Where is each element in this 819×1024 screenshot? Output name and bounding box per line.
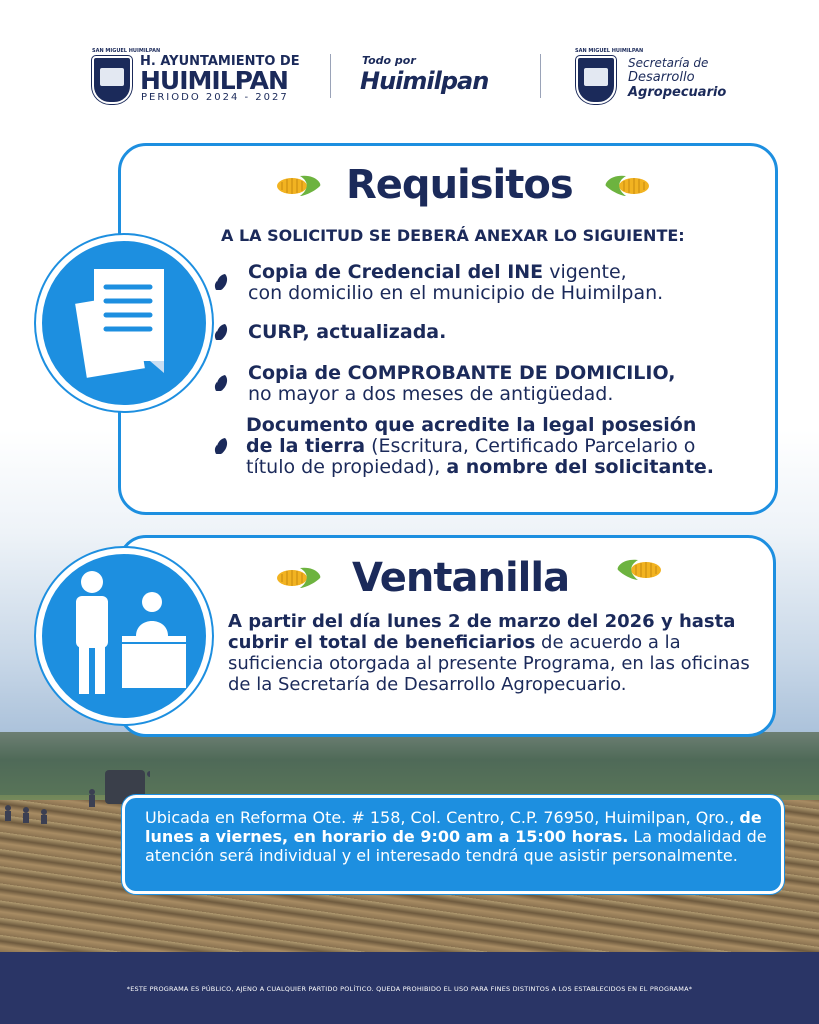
ayuntamiento-name: HUIMILPAN [140,66,288,95]
footer-disclaimer: *ESTE PROGRAMA ES PÚBLICO, AJENO A CUALQUIER PARTIDO POLÍTICO. QUEDA PROHIBIDO EL USO PARA FINES DISTINTOS A LOS ESTABLECIDOS EN EL PROGRAMA* [126,985,693,993]
shield-caption: SAN MIGUEL HUIMILPAN [575,48,644,54]
ayuntamiento-period: PERIODO 2024 - 2027 [141,92,289,103]
ventanilla-text: A partir del día lunes 2 de marzo del 2026 y hasta cubrir el total de beneficiarios de acuerdo a la suficiencia otorgada al presente Programa, en las oficinas de la Secretaría de Desarrollo Agropecuario. [228,611,750,695]
shield-caption: SAN MIGUEL HUIMILPAN [92,48,161,54]
secretaria-line3: Agropecuario [628,85,727,100]
requisito-item: Copia de Credencial del INE vigente, con domicilio en el municipio de Huimilpan. [248,261,664,304]
requisito-item: Documento que acredite la legal posesión de la tierra (Escritura, Certificado Parcelario o título de propiedad), a nombre del solicitante. [246,414,715,478]
office-desk-icon [42,554,206,718]
requisitos-subtitle: A LA SOLICITUD SE DEBERÁ ANEXAR LO SIGUIENTE: [221,226,685,245]
header [0,40,819,110]
ubicacion-text: Ubicada en Reforma Ote. # 158, Col. Centro, C.P. 76950, Huimilpan, Qro., de lunes a viernes, en horario de 9:00 am a 15:00 horas. La modalidad de atención será individual y el interesado tendrá que asistir personalmente. [145,808,767,865]
secretaria-line1: Secretaría de [628,56,709,70]
ubicacion-box [122,795,784,894]
office-icon-circle [36,548,212,724]
corn-icon [614,556,664,584]
shield-icon [92,56,132,104]
shield-icon [576,56,616,104]
ayuntamiento-title: H. AYUNTAMIENTO DE [140,54,300,69]
ventanilla-title: Ventanilla [352,555,570,601]
requisito-item: Copia de COMPROBANTE DE DOMICILIO, no mayor a dos meses de antigüedad. [248,362,676,405]
requisito-item: CURP, actualizada. [248,321,447,343]
bullet-corn-icon [213,436,231,456]
corn-icon [274,172,324,200]
bullet-corn-icon [213,322,231,342]
footer [0,952,819,1024]
documents-icon [42,241,206,405]
header-divider [540,54,541,98]
bullet-corn-icon [213,272,231,292]
header-divider [330,54,331,98]
bullet-corn-icon [213,373,231,393]
secretaria-line2: Desarrollo [628,70,695,85]
slogan-top: Todo por [362,54,416,67]
documents-icon-circle [36,235,212,411]
requisitos-title: Requisitos [346,162,573,208]
corn-icon [274,564,324,592]
slogan-name: Huimilpan [360,67,489,95]
corn-icon [602,172,652,200]
